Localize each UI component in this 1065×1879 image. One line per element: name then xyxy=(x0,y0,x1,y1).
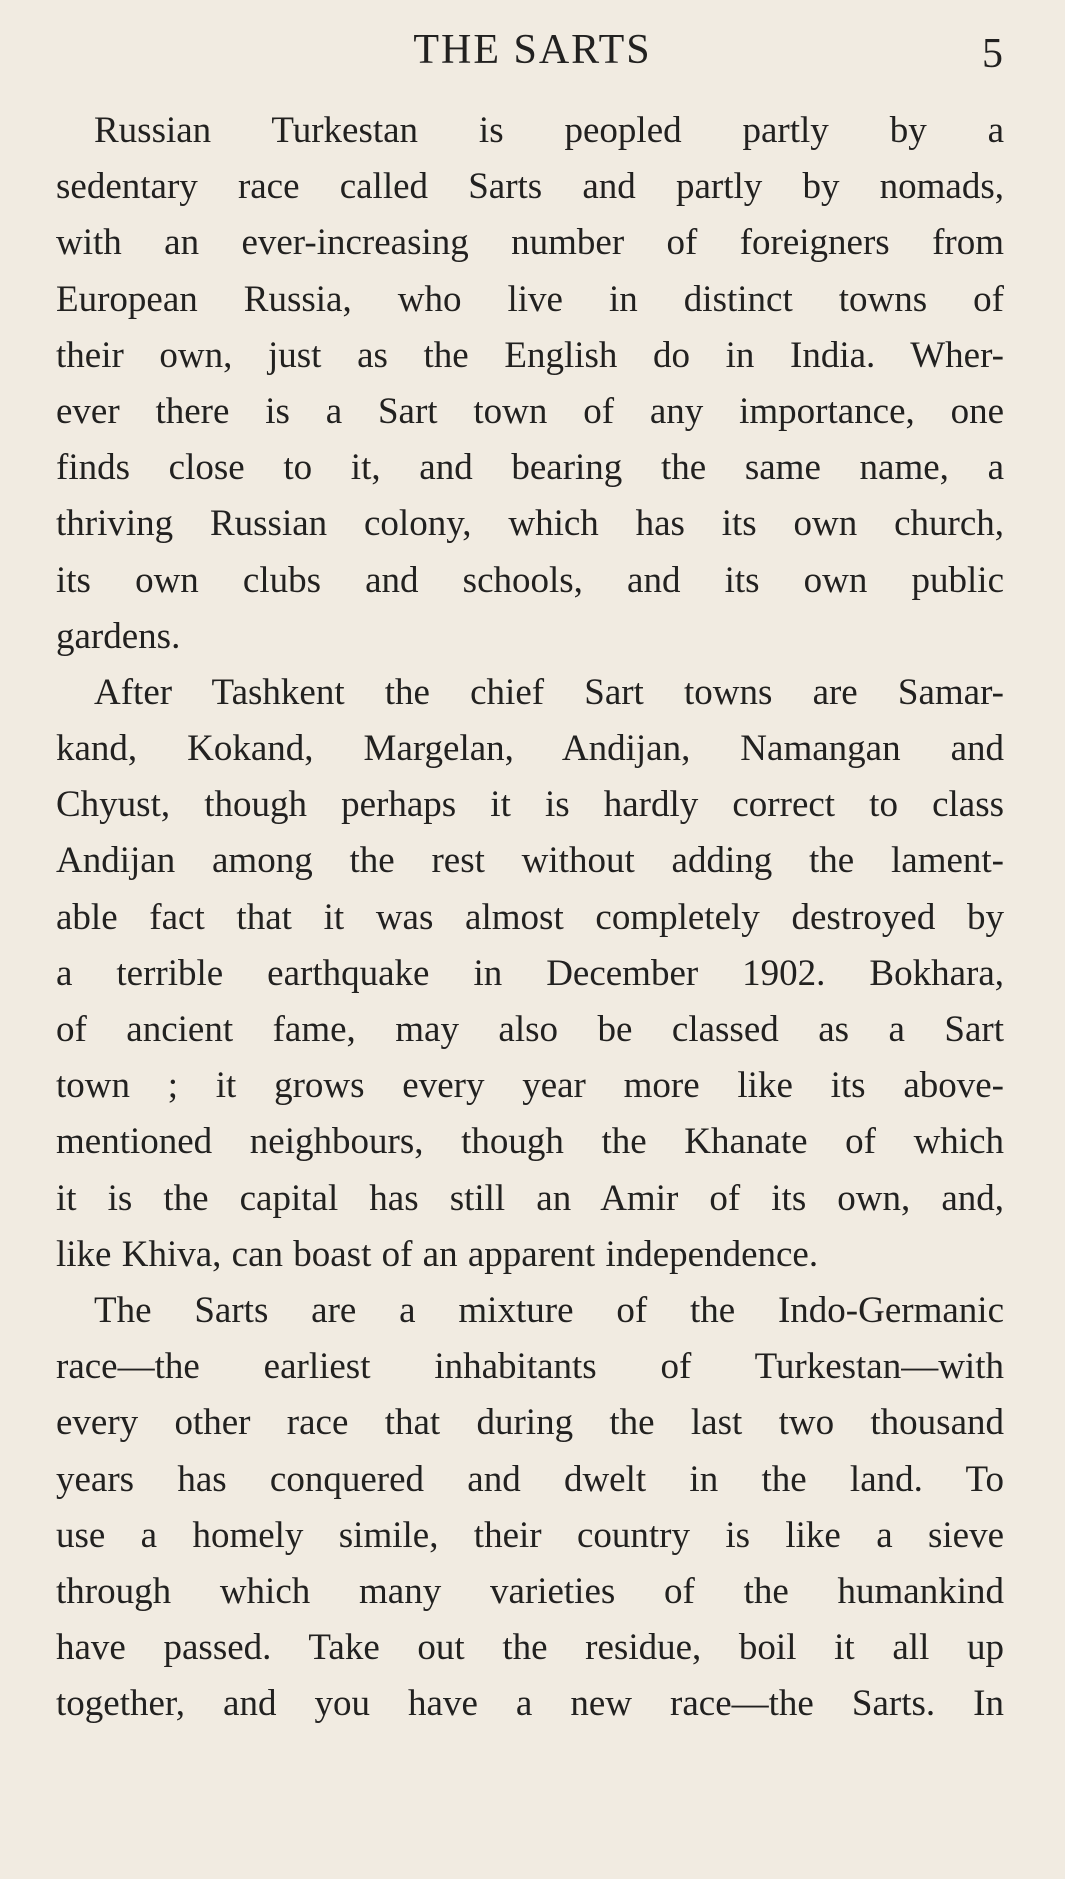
text-line: it is the capital has still an Amir of its own, and, xyxy=(56,1177,1004,1219)
text-line: years has conquered and dwelt in the land. To xyxy=(56,1458,1004,1500)
text-line: Russian Turkestan is peopled partly by a xyxy=(94,110,1004,151)
text-line: their own, just as the English do in India. Wher- xyxy=(56,334,1004,376)
text-line: gardens. xyxy=(56,615,181,657)
text-line: town ; it grows every year more like its above- xyxy=(56,1065,1004,1107)
text-line: together, and you have a new race—the Sarts. In xyxy=(56,1683,1004,1725)
text-line: race—the earliest inhabitants of Turkestan—with xyxy=(56,1346,1004,1388)
text-line: through which many varieties of the humankind xyxy=(56,1570,1004,1612)
text-line: able fact that it was almost completely destroyed by xyxy=(56,896,1004,938)
text-line: sedentary race called Sarts and partly by nomads, xyxy=(56,166,1004,208)
text-line: its own clubs and schools, and its own public xyxy=(56,559,1004,601)
text-line: thriving Russian colony, which has its own church, xyxy=(56,503,1004,545)
text-line: use a homely simile, their country is like a sieve xyxy=(56,1514,1004,1556)
text-line: Chyust, though perhaps it is hardly correct to class xyxy=(56,784,1004,826)
text-line: a terrible earthquake in December 1902. Bokhara, xyxy=(56,952,1004,994)
text-line: ever there is a Sart town of any importance, one xyxy=(56,390,1004,432)
text-line: have passed. Take out the residue, boil it all up xyxy=(56,1627,1004,1669)
text-line: mentioned neighbours, though the Khanate of which xyxy=(56,1121,1004,1163)
text-line: After Tashkent the chief Sart towns are Samar- xyxy=(94,671,1004,713)
running-title: THE SARTS xyxy=(413,27,652,73)
text-line: kand, Kokand, Margelan, Andijan, Namangan and xyxy=(56,728,1004,770)
text-line: The Sarts are a mixture of the Indo-Germanic xyxy=(94,1289,1004,1331)
text-line: like Khiva, can boast of an apparent independence. xyxy=(56,1233,819,1275)
text-line: finds close to it, and bearing the same name, a xyxy=(56,447,1004,489)
text-line: every other race that during the last two thousand xyxy=(56,1402,1004,1444)
text-line: Andijan among the rest without adding the lament- xyxy=(56,840,1004,882)
text-line: European Russia, who live in distinct towns of xyxy=(56,278,1004,320)
text-line: with an ever-increasing number of foreigners from xyxy=(56,222,1004,264)
running-header xyxy=(0,22,1065,78)
page-number: 5 xyxy=(982,31,1003,77)
text-line: of ancient fame, may also be classed as a Sart xyxy=(56,1009,1004,1050)
body-text xyxy=(56,103,1004,1732)
